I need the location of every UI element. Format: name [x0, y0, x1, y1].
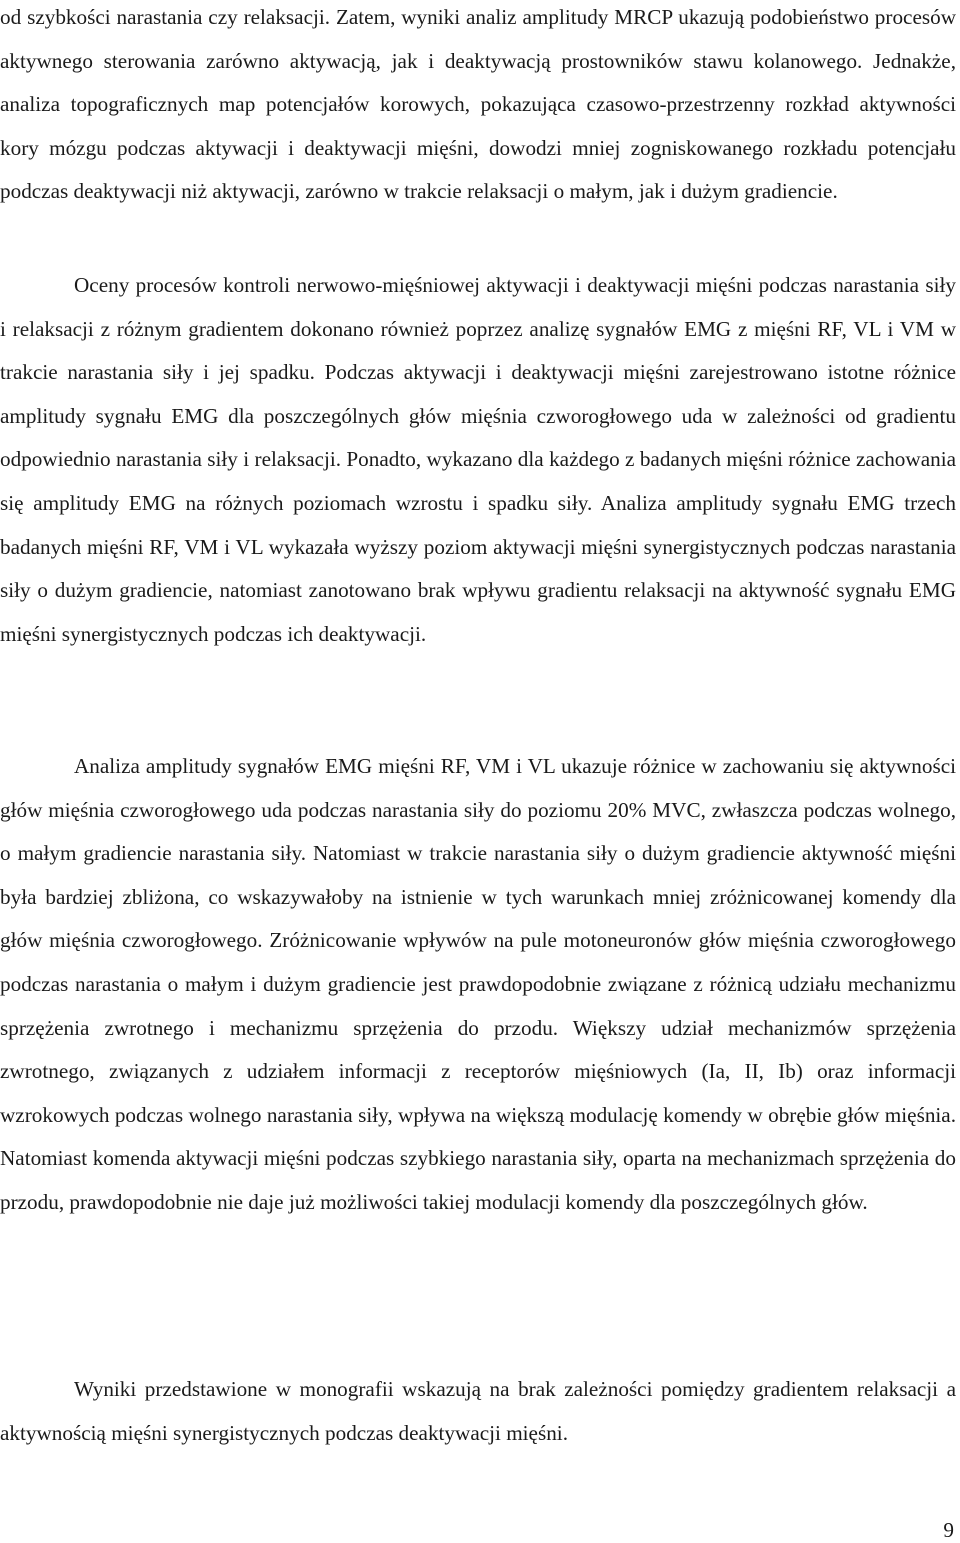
paragraph-3: Analiza amplitudy sygnałów EMG mięśni RF, VM i VL ukazuje różnice w zachowaniu się aktywności głów mięśnia czworogłowego uda podczas narastania siły do poziomu 20% MVC, zwłaszcza podczas wolnego, o małym gradiencie narastania siły. Natomiast w trakcie narastania siły o dużym gradiencie aktywność mięśni była bardziej zbliżona, co wskazywałoby na istnienie w tych warunkach mniej zróżnicowanej komendy dla głów mięśnia czworogłowego. Zróżnicowanie wpływów na pule motoneuronów głów mięśnia czworogłowego podczas narastania o małym i dużym gradiencie jest prawdopodobnie związane z różnicą udziału mechanizmu sprzężenia zwrotnego i mechanizmu sprzężenia do przodu. Większy udział mechanizmów sprzężenia zwrotnego, związanych z udziałem informacji z receptorów mięśniowych (Ia, II, Ib) oraz informacji wzrokowych podczas wolnego narastania siły, wpływa na większą modulację komendy w obrębie głów mięśnia. Natomiast komenda aktywacji mięśni podczas szybkiego narastania siły, oparta na mechanizmach sprzężenia do przodu, prawdopodobnie nie daje już możliwości takiej modulacji komendy dla poszczególnych głów. — [0, 754, 956, 1214]
paragraph-4: Wyniki przedstawione w monografii wskazują na brak zależności pomiędzy gradientem relaksacji a aktywnością mięśni synergistycznych podczas deaktywacji mięśni. — [0, 1377, 956, 1445]
paragraph-2: Oceny procesów kontroli nerwowo-mięśniowej aktywacji i deaktywacji mięśni podczas narastania siły i relaksacji z różnym gradientem dokonano również poprzez analizę sygnałów EMG z mięśni RF, VL i VM w trakcie narastania siły i jej spadku. Podczas aktywacji i deaktywacji mięśni zarejestrowano istotne różnice amplitudy sygnału EMG dla poszczególnych głów mięśnia czworogłowego uda w zależności od gradientu odpowiednio narastania siły i relaksacji. Ponadto, wykazano dla każdego z badanych mięśni różnice zachowania się amplitudy EMG na różnych poziomach wzrostu i spadku siły. Analiza amplitudy sygnału EMG trzech badanych mięśni RF, VM i VL wykazała wyższy poziom aktywacji mięśni synergistycznych podczas narastania siły o dużym gradiencie, natomiast zanotowano brak wpływu gradientu relaksacji na aktywność sygnału EMG mięśni synergistycznych podczas ich deaktywacji. — [0, 273, 956, 646]
page-number: 9 — [943, 1518, 954, 1542]
paragraph-1: od szybkości narastania czy relaksacji. Zatem, wyniki analiz amplitudy MRCP ukazują podobieństwo procesów aktywnego sterowania zarówno aktywacją, jak i deaktywacją prostowników stawu kolanowego. Jednakże, analiza topograficznych map potencjałów korowych, pokazująca czasowo-przestrzenny rozkład aktywności kory mózgu podczas aktywacji i deaktywacji mięśni, dowodzi mniej zogniskowanego rozkładu potencjału podczas deaktywacji niż aktywacji, zarówno w trakcie relaksacji o małym, jak i dużym gradiencie. — [0, 5, 956, 204]
